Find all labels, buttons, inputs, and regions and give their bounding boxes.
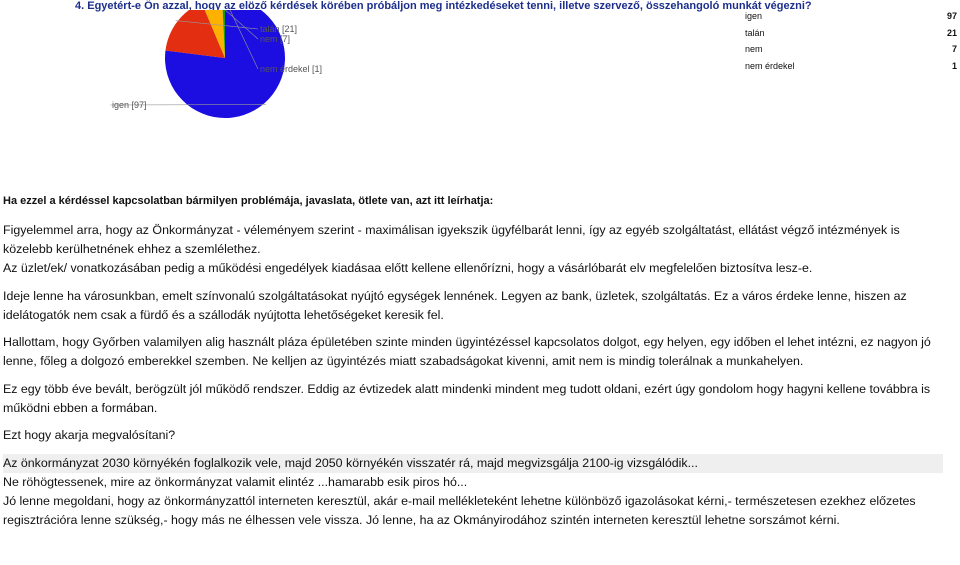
results-row-nem (745, 44, 957, 61)
results-value: 1 (951, 60, 957, 71)
pie-slice-label: igen [97] (112, 100, 147, 110)
answers-list (3, 221, 943, 530)
results-row-igen (745, 11, 957, 28)
results-row-nem-erdekel (745, 61, 957, 78)
question-title: 4. Egyetért-e Ön azzal, hogy az elöző kérdések körében próbáljon meg intézkedéseket tenni, illetve szervező, összehangoló munkát végezni? (75, 0, 812, 12)
results-row-talan (745, 28, 957, 45)
answer-text: Az üzlet/ek/ vonatkozásában pedig a működési engedélyek kiadásaa előtt kellene ellenőrízni, hogy a vásárlóbarát elv megfelelően biztosítva lesz-e. (3, 261, 813, 275)
pie-slice-label: talán [21] (260, 24, 298, 34)
pie-slice-label: nem [7] (260, 34, 291, 44)
answer-text: Ezt hogy akarja megvalósítani? (3, 428, 176, 442)
answer-text: Hallottam, hogy Győrben valamilyen alig használt pláza épületében szinte minden ügyintézéssel kapcsolatos dolgot, egy helyen, egy időben el lehet intézni, ez nagyon jó lenne, főleg a dolgozó emberekkel szemben. Ne kelljen az ügyintézés miatt szabadságokat kivenni, amit nem is mindig tolerálnak a munkahelyen. (3, 335, 931, 368)
results-label: talán (745, 27, 765, 38)
results-value: 7 (951, 44, 957, 54)
results-label: nem érdekel (745, 60, 795, 71)
pie-slice-label: nem érdekel [1] (260, 64, 323, 74)
results-table (745, 11, 957, 77)
answer-text: Az önkormányzat 2030 környékén foglalkozik vele, majd 2050 környékén visszatér rá, majd megvizsgálja 2100-ig vizsgálódik... (3, 454, 943, 473)
answer-text: Ideje lenne ha városunkban, emelt színvonalú szolgáltatásokat nyújtó egységek lennének. Legyen az bank, üzletek, szolgáltatás. Ez a város érdeke lenne, hiszen az idelátogatók nem csak a fürdő és a szállodák nyújtotta lehetőségeket keresik fel. (3, 288, 907, 322)
results-value: 21 (946, 27, 957, 38)
answer-text: Figyelemmel arra, hogy az Önkormányzat - véleményem szerint - maximálisan igyekszik ügyfélbarát lenni, így az egyéb szolgáltatást, ellátást végző intézmények is közelebb kerülhetnének ehhez a szemlélethez. (3, 223, 900, 256)
results-value: 97 (946, 11, 957, 21)
answer-text: Ne röhögtessenek, mire az önkormányzat valamit elintéz ...hamarabb esik piros hó... (3, 474, 468, 489)
section-heading: Ha ezzel a kérdéssel kapcsolatban bármilyen problémája, javaslata, ötlete van, azt itt leírhatja: (3, 195, 494, 207)
answer-text: Jó lenne megoldani, hogy az önkormányzattól interneten keresztül, akár e-mail mellékleteként lehetne különböző igazolásokat kérni,- természetesen ezekhez előzetes regisztrációra lenne szükség,- hogy más ne élhessen vele vissza. Jó lenne, ha az Okmányirodához szintén interneten keresztül lehetne sorszámot kérni. (3, 493, 916, 527)
results-label: nem (745, 44, 763, 54)
answer-text: Ez egy több éve bevált, berögzült jól működő rendszer. Eddig az évtizedek alatt mindenki mindent meg tudott oldani, ezért úgy gondolom hogy hagyni kellene továbbra is működni ebben a formában. (3, 381, 931, 415)
results-label: igen (745, 11, 763, 21)
pie-chart (100, 10, 360, 130)
